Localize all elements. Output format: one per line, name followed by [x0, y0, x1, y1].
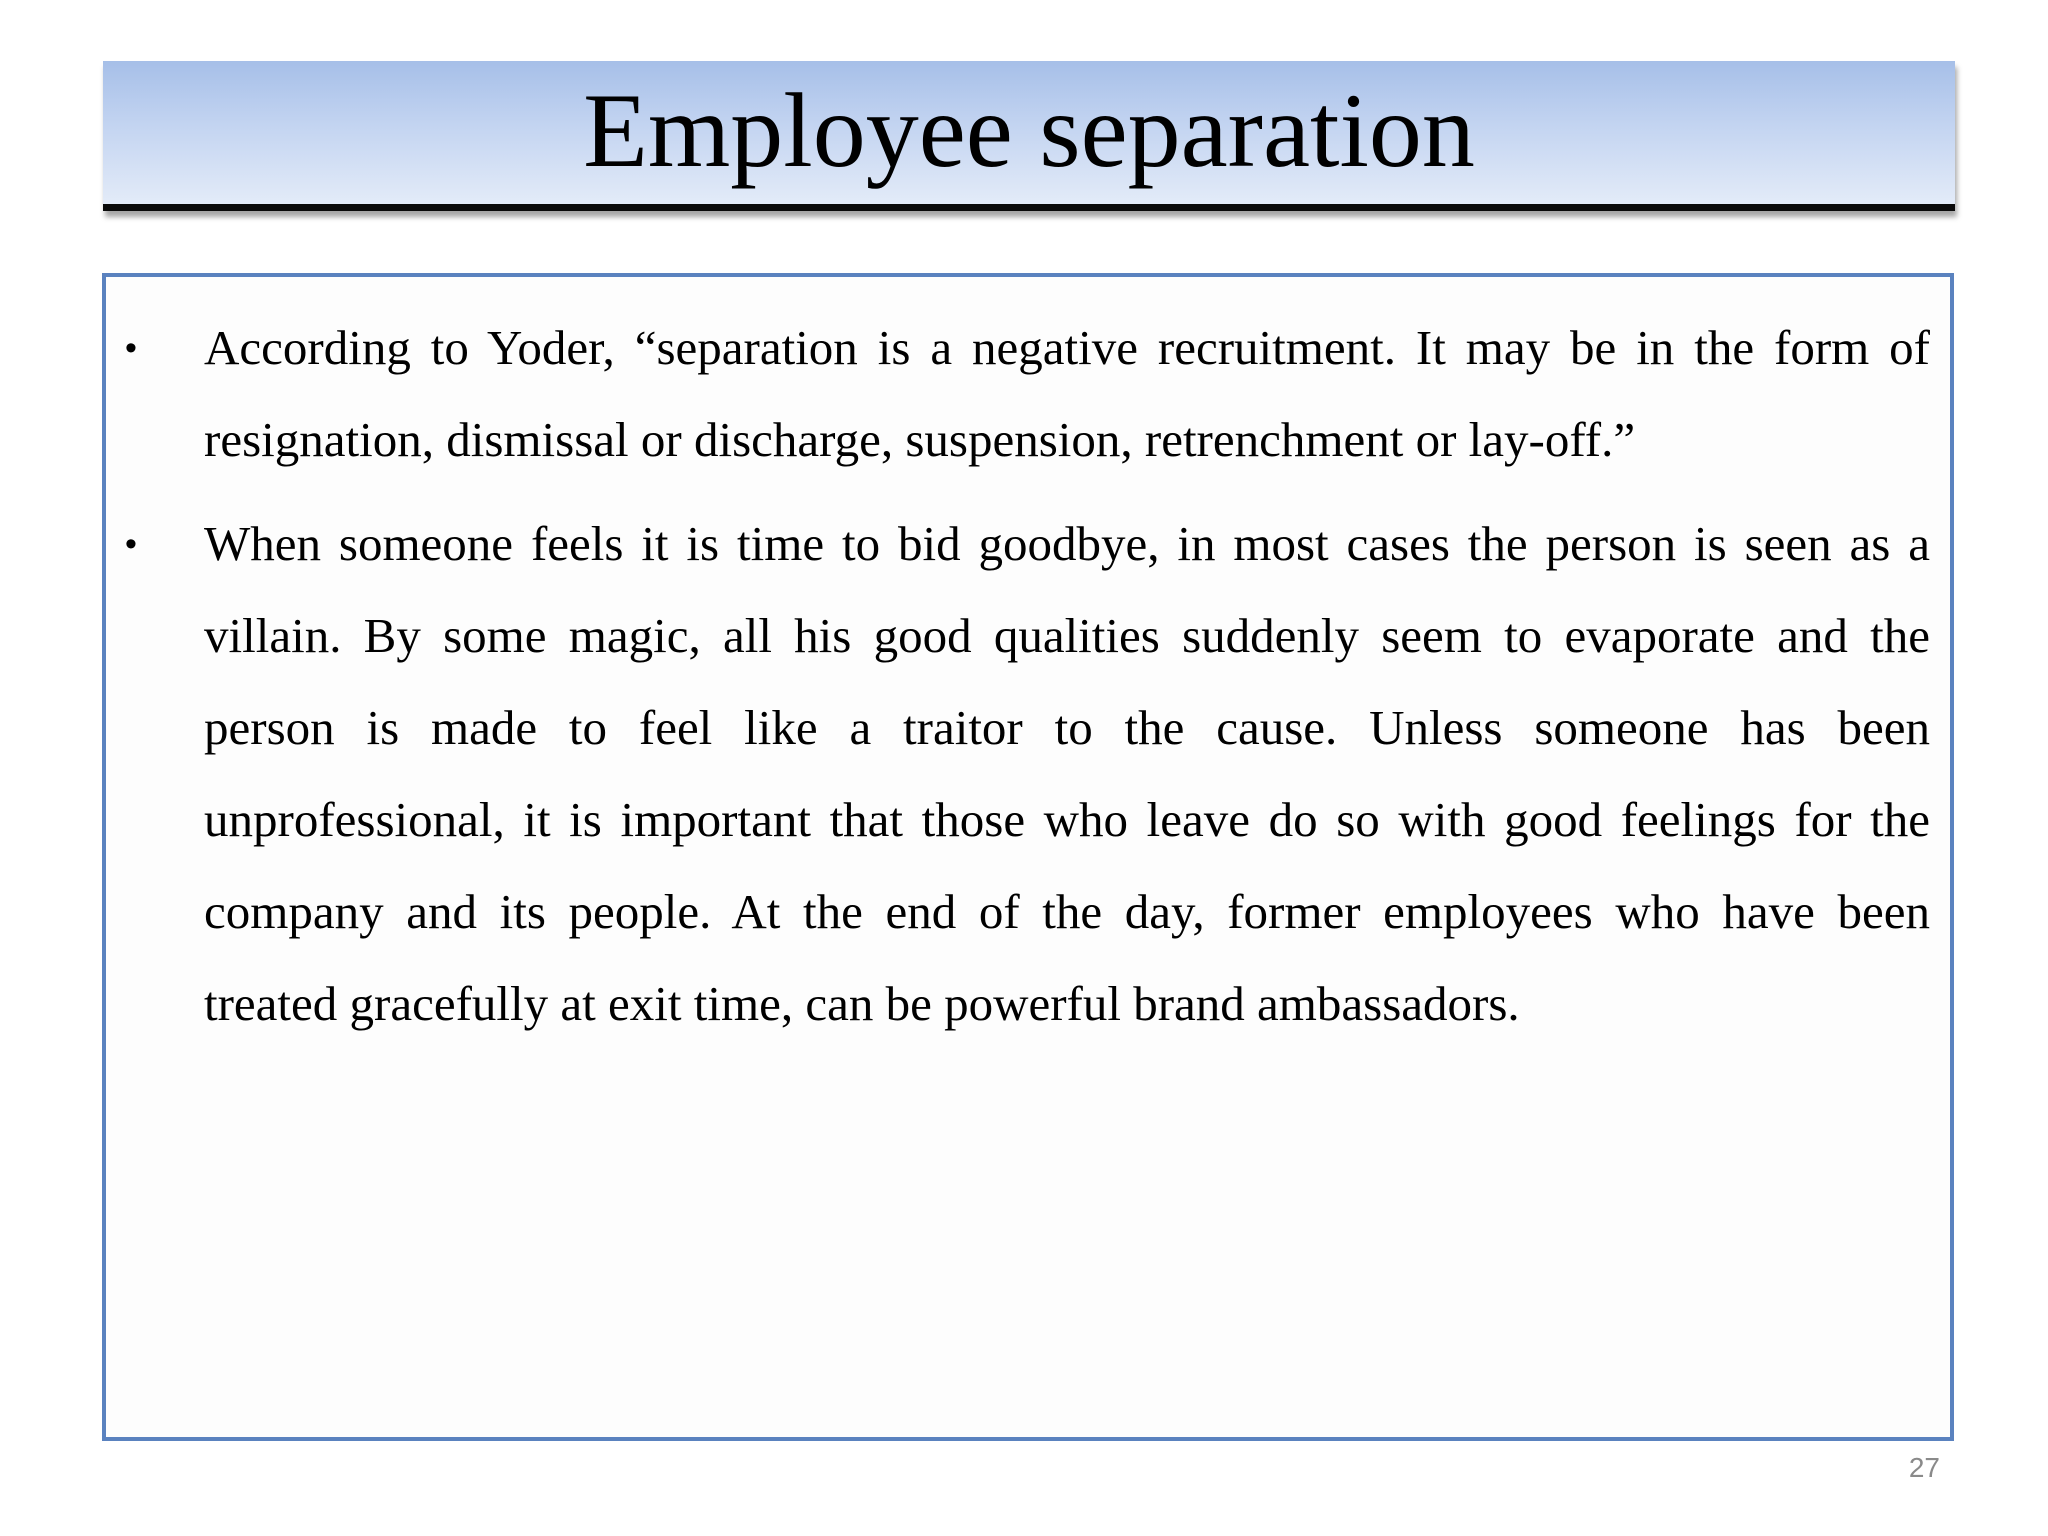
bullet-list [106, 302, 1950, 1062]
slide-title: Employee separation [583, 71, 1475, 189]
page-number: 27 [1908, 1452, 1940, 1483]
title-bar [103, 61, 1955, 211]
bullet-item [106, 498, 1950, 1050]
bullet-text: According to Yoder, “separation is a negative recruitment. It may be in the form of resignation, dismissal or discharge, suspension, retrenchment or lay-off.” [204, 320, 1930, 467]
bullet-icon: • [125, 329, 137, 367]
bullet-text: When someone feels it is time to bid goodbye, in most cases the person is seen as a villain. By some magic, all his good qualities suddenly seem to evaporate and the person is made to feel like a traitor to the cause. Unless someone has been unprofessional, it is important that those who leave do so with good feelings for the company and its people. At the end of the day, former employees who have been treated gracefully at exit time, can be powerful brand ambassadors. [204, 516, 1930, 1031]
bullet-icon: • [125, 525, 137, 563]
bullet-item [106, 302, 1950, 486]
content-box [102, 273, 1954, 1441]
